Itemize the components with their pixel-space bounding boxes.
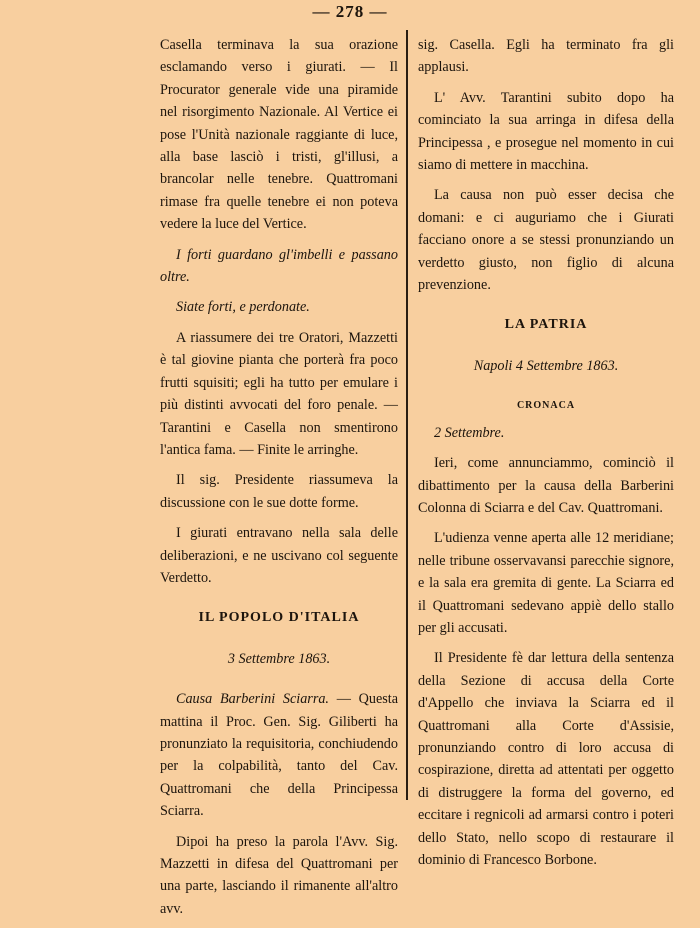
paragraph: Il sig. Presidente riassumeva la discussione con le sue dotte forme.	[160, 472, 398, 511]
dateline: Napoli 4 Settembre 1863.	[473, 357, 619, 374]
page-number: — 278 —	[312, 2, 388, 21]
paragraph: Ieri, come annunciammo, cominciò il dibattimento per la causa della Barberini Colonna di Sciarra e del Cav. Quattromani.	[418, 455, 674, 516]
paragraph: Il Presidente fè dar lettura della sentenza della Sezione di accusa della Corte d'Appello che inviava la Sciarra ed il Quattromani alla Corte d'Assisie, pronunziando contro di loro accusa di cospirazione, diretta ad attentati per oggetto di distruggere la forma del governo, ed eccitare i regnicoli ad armarsi contro i poteri dello Stato, nello scopo di restaurare il dominio di Francesco Borbone.	[418, 650, 674, 868]
paragraph: Dipoi ha preso la parola l'Avv. Sig. Mazzetti in difesa del Quattromani per una parte, lasciando il rimanente all'altro avv.	[160, 833, 398, 917]
paragraph-text: — Questa mattina il Proc. Gen. Sig. Giliberti ha pronunziato la requisitoria, conchiudendo per la colpabilità, tanto del Cav. Quattromani che della Principessa Sciarra.	[160, 691, 398, 820]
case-title: Causa Barberini Sciarra.	[176, 691, 329, 708]
paragraph: L' Avv. Tarantini subito dopo ha cominciato la sua arringa in difesa della Principessa , e prosegue nel momento in cui siamo di mettere in macchina.	[418, 89, 674, 174]
paragraph: Siate forti, e perdonate.	[176, 299, 310, 316]
newspaper-heading: LA PATRIA	[504, 317, 588, 333]
section-title: CRONACA	[516, 400, 576, 412]
paragraph: Casella terminava la sua orazione esclamando verso i giurati. — Il Procurator generale vide una piramide nel risorgimento Nazionale. Al Vertice ei pose l'Unità nazionale raggiante di luce, alla base lasciò i tristi, gl'illusi, a brancolar nelle tenebre. Quattromani rimase fra quelle tenebre ei non poteva vedere la luce del Vertice.	[160, 37, 398, 233]
right-column	[418, 34, 674, 879]
dateline: 3 Settembre 1863.	[227, 650, 331, 667]
subdate: 2 Settembre.	[434, 424, 505, 441]
paragraph: La causa non può esser decisa che domani: e ci auguriamo che i Giurati facciano onore a se stessi pronunziando un verdetto giusto, non figlio di alcuna prevenzione.	[418, 187, 674, 294]
paragraph: sig. Casella. Egli ha terminato fra gli applausi.	[418, 37, 674, 76]
paragraph	[160, 688, 398, 822]
column-divider	[406, 30, 408, 800]
paragraph: I forti guardano gl'imbelli e passano oltre.	[160, 246, 398, 286]
paragraph: L'udienza venne aperta alle 12 meridiane; nelle tribune osservavansi parecchie signore, e la sala era gremita di gente. La Sciarra ed il Quattromani sedevano appiè dello stallo per gli accusati.	[418, 530, 674, 636]
paragraph: A riassumere dei tre Oratori, Mazzetti è tal giovine pianta che porterà fra poco frutti squisiti; egli ha tutto per emulare i più distinti avvocati del foro penale. — Tarantini e Casella non smentirono l'antica fama. — Finite le arringhe.	[160, 329, 398, 458]
paragraph: I giurati entravano nella sala delle deliberazioni, e ne uscivano col seguente Verdetto.	[160, 525, 398, 586]
newspaper-heading: IL POPOLO D'ITALIA	[198, 610, 360, 626]
left-column	[160, 34, 398, 928]
